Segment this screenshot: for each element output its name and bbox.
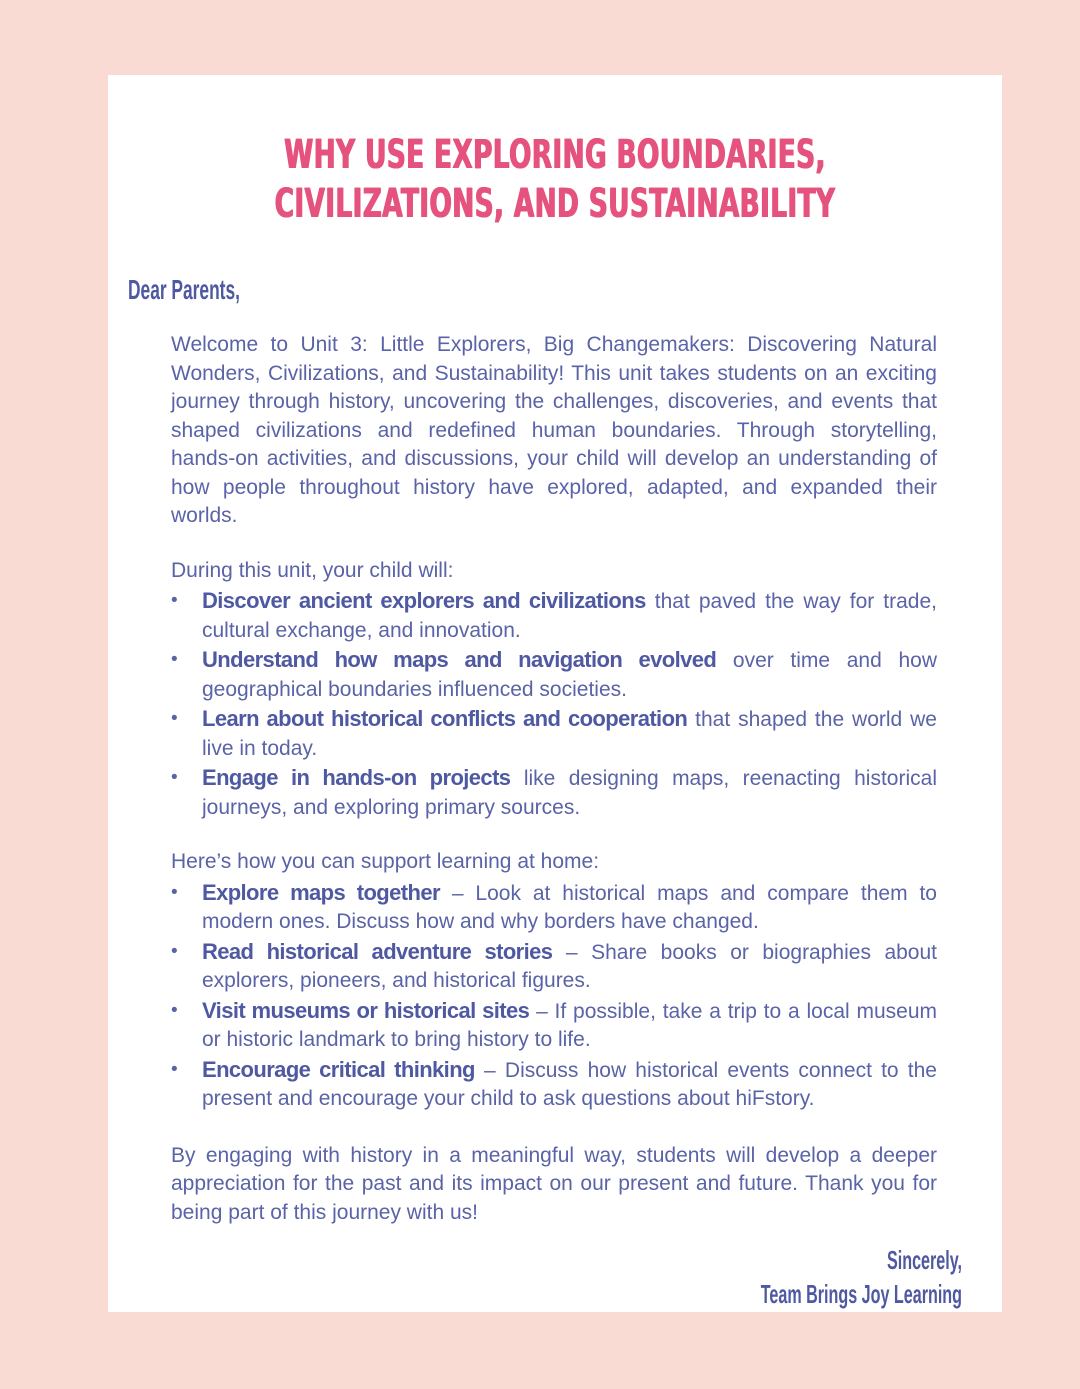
list-item [171,764,937,822]
list-item [171,938,937,996]
bullet-marker: • [171,649,178,670]
page-title-line-1: WHY USE EXPLORING BOUNDARIES, [284,132,826,178]
bullet-detail-text: – Look at historical maps and compare them to modern ones. Discuss how and why borders have changed. [202,881,937,933]
bullet-bold-text: Visit museums or historical sites [202,997,530,1023]
signature-line-2: Team Brings Joy Learning [760,1279,962,1309]
bullet-detail-text: – Share books or biographies about explorers, pioneers, and historical figures. [202,940,937,992]
unit-bullet-list [171,587,937,822]
bullet-detail-text: that paved the way for trade, cultural exchange, and innovation. [202,590,937,642]
signature-line-1: Sincerely, [887,1245,962,1275]
bullet-marker: • [171,767,178,788]
bullet-detail-text: over time and how geographical boundaries influenced societies. [202,649,937,701]
bullet-bold-text: Discover ancient explorers and civilizations [202,588,646,613]
bullet-bold-text: Explore maps together [202,879,440,905]
bullet-bold-text: Encourage critical thinking [202,1056,475,1082]
support-section-heading: Here’s how you can support learning at home: [171,850,600,873]
list-item [171,879,937,937]
closing-paragraph: By engaging with history in a meaningful way, students will develop a deeper appreciation for the past and its impact on our present and future. Thank you for being part of this journey with us! [171,1143,937,1224]
bullet-detail-text: – If possible, take a trip to a local museum or historic landmark to bring history to life. [202,999,938,1051]
bullet-detail-text: that shaped the world we live in today. [202,708,937,760]
bullet-marker: • [171,708,178,729]
bullet-marker: • [171,999,178,1021]
list-item [171,705,937,763]
support-bullet-list [171,879,937,1114]
bullet-marker: • [171,940,178,962]
unit-section-heading: During this unit, your child will: [171,558,454,582]
bullet-bold-text: Learn about historical conflicts and cooperation [202,706,688,731]
list-item [171,646,937,704]
bullet-detail-text: – Discuss how historical events connect to the present and encourage your child to ask questions about hiFstory. [202,1058,937,1110]
letter-body [171,331,962,1311]
letter-page [108,75,1002,1312]
page-title-line-2: CIVILIZATIONS, AND SUSTAINABILITY [274,181,836,227]
bullet-bold-text: Engage in hands-on projects [202,765,511,790]
list-item [171,587,937,645]
list-item [171,997,937,1055]
page-title [260,131,850,229]
intro-paragraph: Welcome to Unit 3: Little Explorers, Big Changemakers: Discovering Natural Wonders, Civilizations, and Sustainability! This unit takes students on an exciting journey through history, uncovering the challenges, discoveries, and events that shaped civilizations and redefined human boundaries. Through storytelling, hands-on activities, and discussions, your child will develop an understanding of how people throughout history have explored, adapted, and expanded their worlds. [171,333,937,527]
bullet-marker: • [171,1058,178,1080]
list-item [171,1056,937,1114]
bullet-detail-text: like designing maps, reenacting historical journeys, and exploring primary sources. [202,767,937,819]
bullet-marker: • [171,590,178,611]
bullet-marker: • [171,881,178,903]
bullet-bold-text: Read historical adventure stories [202,938,553,964]
signature-block [171,1243,962,1311]
bullet-bold-text: Understand how maps and navigation evolved [202,647,717,672]
salutation: Dear Parents, [128,274,240,305]
